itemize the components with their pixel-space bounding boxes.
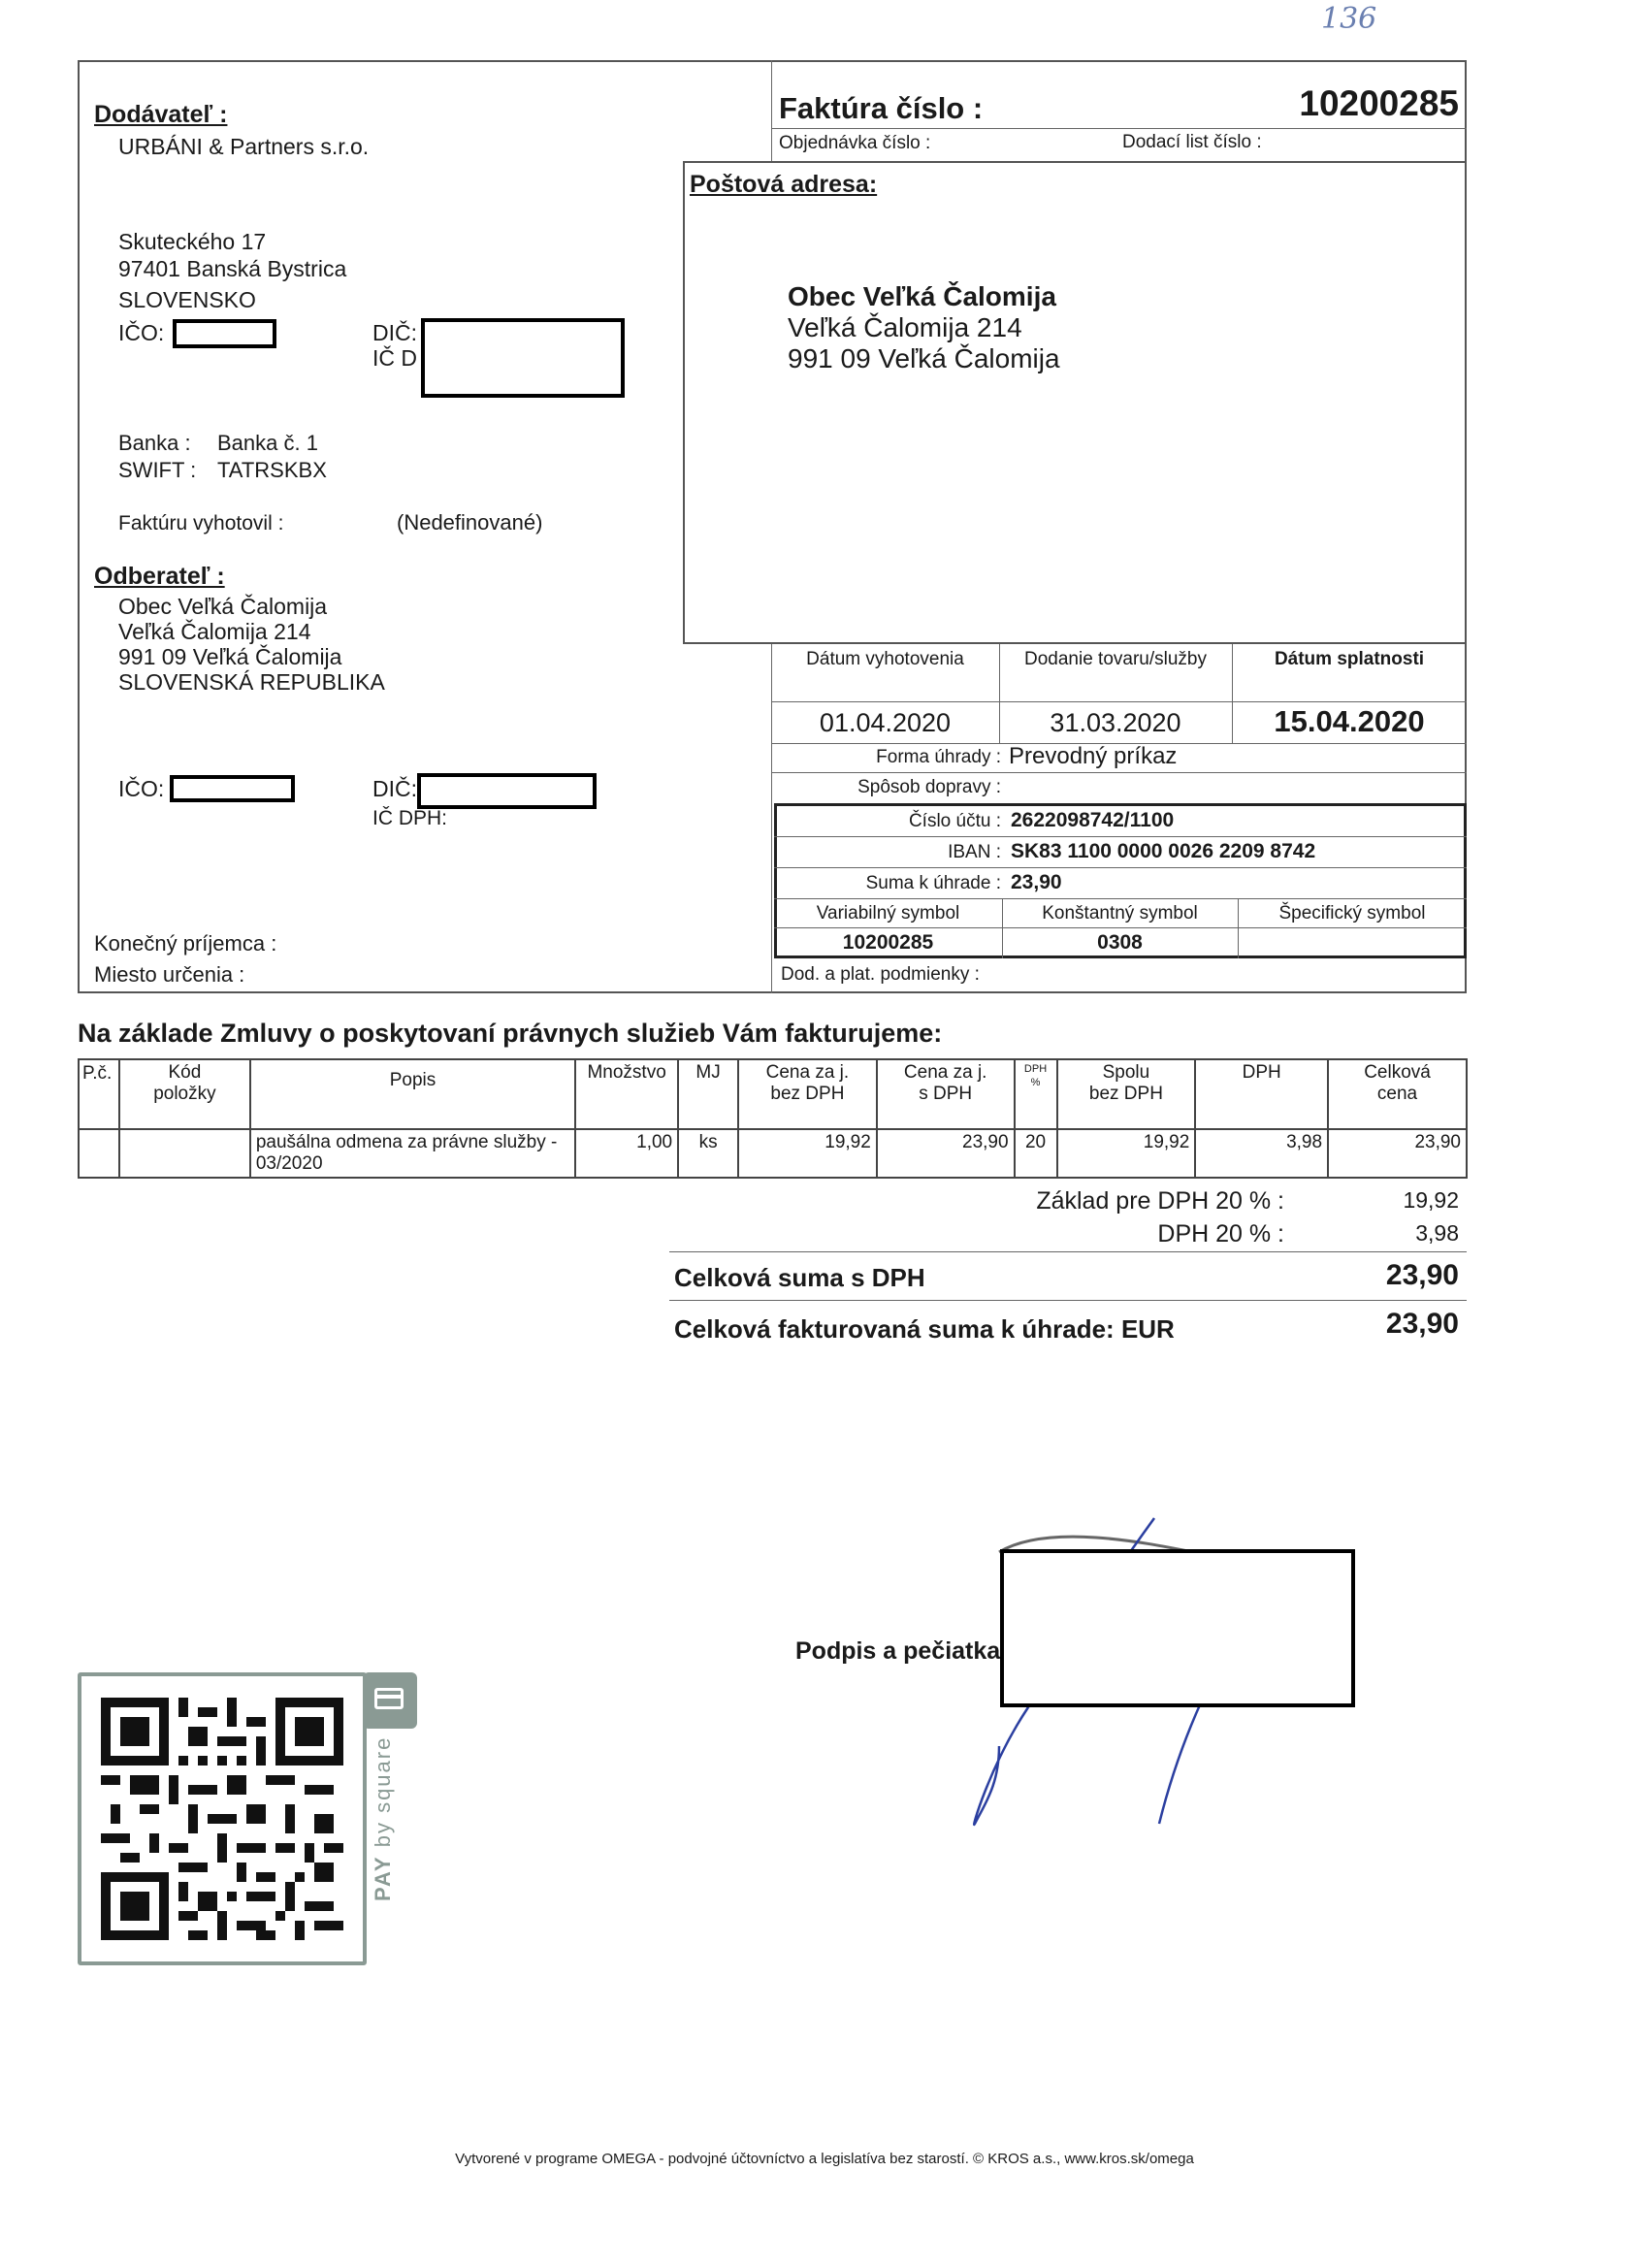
postal-city: 991 09 Veľká Čalomija [788,343,1060,373]
postal-heading: Poštová adresa: [690,171,878,198]
account-label: Číslo účtu : [908,811,1001,831]
date-due-value: 15.04.2020 [1274,704,1425,738]
supplier-city: 97401 Banská Bystrica [118,256,347,281]
intro-text: Na základe Zmluvy o poskytovaní právnych služieb Vám fakturujeme: [78,1019,943,1048]
handwritten-page-number: 136 [1321,2,1377,36]
variable-symbol-label: Variabilný symbol [816,903,960,923]
customer-icdph-label: IČ DPH: [372,807,448,829]
header-desc: Popis [250,1059,575,1129]
signature-label: Podpis a pečiatka [795,1637,1001,1665]
payment-method-value: Prevodný príkaz [1009,743,1178,769]
customer-name: Obec Veľká Čalomija [118,594,328,619]
supplier-dic-redaction [421,318,625,398]
invoice-number: 10200285 [1299,83,1459,123]
supplier-bank-value: Banka č. 1 [217,431,318,455]
payment-method-label: Forma úhrady : [876,747,1001,767]
cell-total-net: 19,92 [1057,1129,1196,1178]
dates-value-line [771,701,1467,702]
vat-base-label: Základ pre DPH 20 % : [1036,1187,1284,1215]
supplier-icdph-label: IČ D [372,345,417,371]
total-with-vat-label: Celková suma s DPH [674,1263,925,1292]
iban-label: IBAN : [948,842,1001,862]
date-issued-value: 01.04.2020 [819,708,952,737]
customer-dic-redaction [417,773,597,809]
invoiced-total-label: Celková fakturovaná suma k úhrade: EUR [674,1314,1175,1344]
supplier-name: URBÁNI & Partners s.r.o. [118,134,370,159]
qr-code[interactable] [101,1698,343,1940]
vat-value: 3,98 [1415,1220,1459,1246]
issued-by-value: (Nedefinované) [397,510,543,535]
header-unit-price: Cena za j. bez DPH [738,1059,877,1129]
supplier-swift-label: SWIFT : [118,458,197,482]
customer-ico-label: IČO: [118,776,165,801]
cell-unit-price-vat: 23,90 [877,1129,1015,1178]
cell-unit-price: 19,92 [738,1129,877,1178]
paybysquare-label: PAY by square [371,1735,395,1901]
cell-vat-pct: 20 [1015,1129,1057,1178]
header-vat: DPH [1195,1059,1328,1129]
customer-street: Veľká Čalomija 214 [118,619,311,644]
variable-symbol-value: 10200285 [842,931,934,954]
header-total: Celková cena [1328,1059,1467,1129]
header-vat-pct: DPH % [1015,1059,1057,1129]
supplier-heading: Dodávateľ : [94,101,228,128]
table-header-row [79,1059,1467,1129]
customer-country: SLOVENSKÁ REPUBLIKA [118,669,385,695]
postal-street: Veľká Čalomija 214 [788,312,1022,342]
symbols-line [774,927,1467,928]
account-line [774,836,1467,837]
cell-total: 23,90 [1328,1129,1467,1178]
customer-heading: Odberateľ : [94,563,225,590]
amount-line [774,898,1467,899]
table-row [79,1129,1467,1178]
date-due-label: Dátum splatnosti [1274,649,1425,669]
paybysquare-card-icon [363,1672,417,1729]
customer-dic-label: DIČ: [372,776,417,801]
vat-label: DPH 20 % : [1157,1220,1284,1247]
header-unit: MJ [678,1059,738,1129]
conditions-label: Dod. a plat. podmienky : [781,964,980,985]
cell-unit: ks [678,1129,738,1178]
specific-symbol-label: Špecifický symbol [1278,903,1426,923]
header-unit-price-vat: Cena za j. s DPH [877,1059,1015,1129]
iban-line [774,867,1467,868]
constant-symbol-value: 0308 [1097,931,1143,954]
stamp-redaction [1000,1549,1355,1707]
customer-city: 991 09 Veľká Čalomija [118,644,342,669]
postal-name: Obec Veľká Čalomija [788,281,1056,311]
supplier-swift-value: TATRSKBX [217,458,327,482]
invoiced-total-value: 23,90 [1385,1308,1459,1340]
date-delivery-value: 31.03.2020 [1050,708,1181,737]
date-delivery-label: Dodanie tovaru/služby [1024,649,1207,669]
amount-due-label: Suma k úhrade : [865,873,1001,893]
customer-ico-redaction [170,775,295,802]
header-qty: Množstvo [575,1059,678,1129]
invoice-title-label: Faktúra číslo : [779,91,984,125]
total-with-vat-value: 23,90 [1385,1259,1459,1291]
supplier-ico-redaction [173,319,276,348]
constant-symbol-label: Konštantný symbol [1042,903,1198,923]
destination-label: Miesto určenia : [94,962,245,987]
supplier-country: SLOVENSKO [118,287,256,312]
summary-line-1 [669,1251,1467,1252]
header-total-net: Spolu bez DPH [1057,1059,1196,1129]
supplier-bank-label: Banka : [118,431,191,455]
vat-base-value: 19,92 [1403,1187,1459,1213]
footer-text: Vytvorené v programe OMEGA - podvojné účtovníctvo a legislatíva bez starostí. © KROS a.s., www.kros.sk/omega [455,2151,1194,2167]
final-recipient-label: Konečný príjemca : [94,931,277,956]
cell-vat: 3,98 [1195,1129,1328,1178]
supplier-ico-label: IČO: [118,320,165,345]
postal-address-box [683,161,1467,644]
transport-label: Spôsob dopravy : [857,777,1001,797]
invoice-title-underline [771,128,1467,129]
dates-left-border [771,644,772,993]
amount-due-value: 23,90 [1011,871,1062,893]
header-pc: P.č. [79,1059,119,1129]
summary-line-2 [669,1300,1467,1301]
supplier-dic-label: DIČ: [372,320,417,345]
cell-desc: paušálna odmena za právne služby - 03/2020 [250,1129,575,1178]
order-number-label: Objednávka číslo : [779,133,931,153]
date-issued-label: Dátum vyhotovenia [806,649,964,669]
account-value: 2622098742/1100 [1011,809,1175,831]
issued-by-label: Faktúru vyhotovil : [118,512,284,535]
delivery-note-label: Dodací list číslo : [1122,132,1262,152]
items-table [78,1058,1468,1179]
header-code: Kód položky [119,1059,250,1129]
right-column-divider [771,60,772,161]
cell-pc [79,1129,119,1178]
cell-qty: 1,00 [575,1129,678,1178]
cell-code [119,1129,250,1178]
iban-value: SK83 1100 0000 0026 2209 8742 [1011,840,1316,862]
supplier-street: Skuteckého 17 [118,229,267,254]
payment-method-line [771,772,1467,773]
